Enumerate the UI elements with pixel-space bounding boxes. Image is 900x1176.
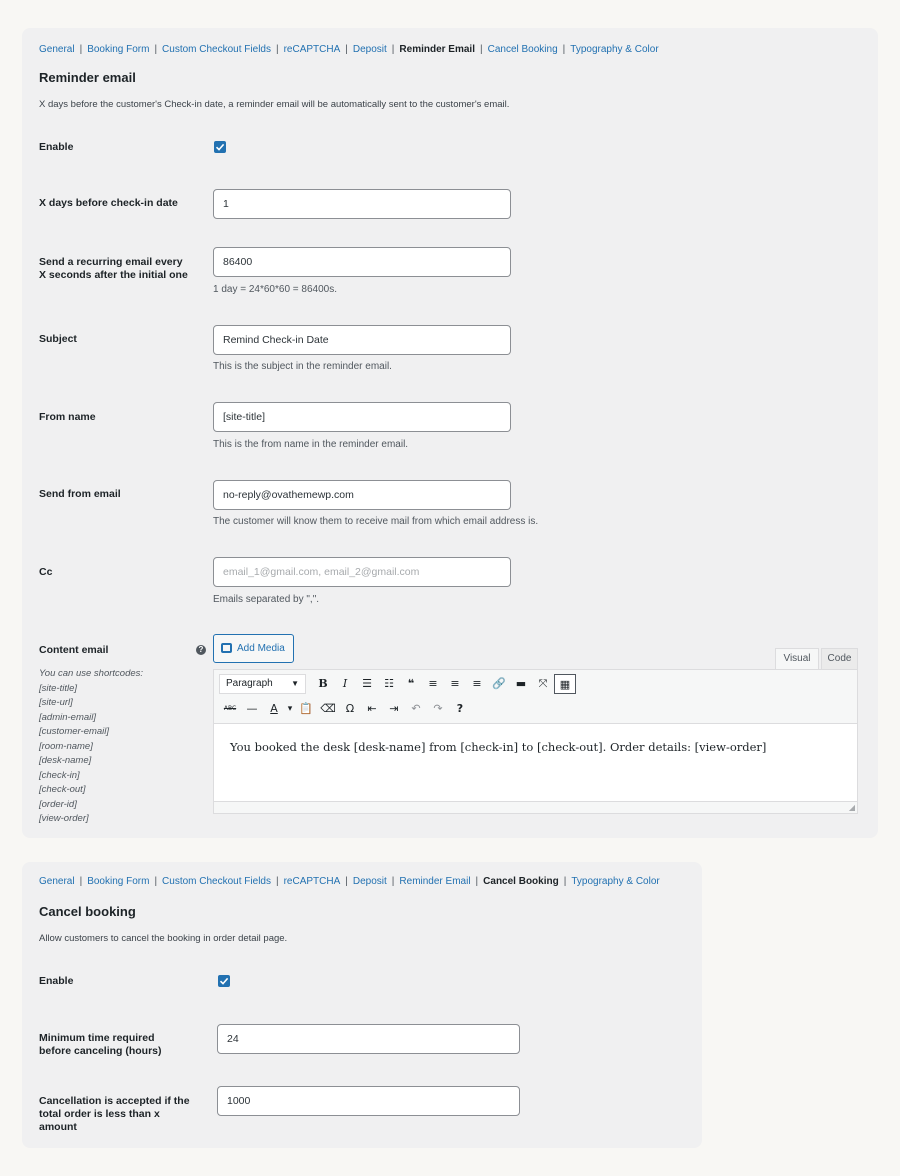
accepted-amount-input[interactable]: 1000	[217, 1086, 520, 1116]
clear-formatting-icon[interactable]: ⌫	[320, 702, 336, 715]
tab-separator: |	[275, 876, 279, 887]
shortcode-item: [admin-email]	[39, 711, 97, 723]
cc-label: Cc	[39, 566, 53, 578]
redo-icon[interactable]: ↷	[433, 702, 443, 715]
resize-handle-icon[interactable]: ◢	[848, 803, 855, 812]
shortcode-item: [site-title]	[39, 682, 78, 694]
cancel-booking-panel	[22, 862, 702, 1148]
tab-deposit[interactable]: Deposit	[352, 44, 387, 55]
from-email-hint: The customer will know them to receive mail from which email address is.	[213, 516, 539, 527]
special-character-icon[interactable]: Ω	[345, 702, 355, 715]
tab-separator: |	[391, 44, 395, 55]
bullet-list-icon[interactable]: ☰	[362, 677, 372, 690]
reminder-email-panel	[22, 28, 878, 838]
days-before-label: X days before check-in date	[39, 197, 178, 209]
tab-separator: |	[391, 876, 395, 887]
subject-input[interactable]: Remind Check-in Date	[213, 325, 511, 355]
shortcode-item: [view-order]	[39, 813, 89, 824]
from-name-input[interactable]: [site-title]	[213, 402, 511, 432]
media-icon	[221, 643, 232, 653]
tab-general[interactable]: General	[39, 876, 75, 887]
section-description: X days before the customer's Check-in date, a reminder email will be automatically sent to the customer's email.	[39, 99, 510, 110]
indent-icon[interactable]: ⇥	[389, 702, 399, 715]
tab-recaptcha[interactable]: reCAPTCHA	[283, 44, 341, 55]
tab-separator: |	[154, 876, 158, 887]
undo-icon[interactable]: ↶	[411, 702, 421, 715]
keyboard-shortcuts-icon[interactable]: ?	[456, 702, 464, 715]
tab-reminder-email[interactable]: Reminder Email	[399, 44, 475, 55]
shortcode-item: [room-name]	[39, 740, 93, 752]
shortcodes-intro: You can use shortcodes:	[39, 668, 144, 679]
tab-deposit[interactable]: Deposit	[352, 876, 387, 887]
tab-separator: |	[480, 44, 483, 55]
read-more-icon[interactable]: ▬	[515, 677, 527, 690]
outdent-icon[interactable]: ⇤	[367, 702, 377, 715]
tab-separator: |	[275, 44, 279, 55]
shortcode-item: [site-url]	[39, 697, 73, 708]
align-right-icon[interactable]: ≡	[472, 677, 482, 690]
shortcode-item: [customer-email]	[39, 726, 110, 737]
paste-text-icon[interactable]: 📋	[299, 702, 313, 715]
strikethrough-icon[interactable]: ABC	[223, 705, 237, 712]
recurring-label: Send a recurring email every X seconds after the initial one	[39, 256, 188, 281]
from-name-label: From name	[39, 411, 96, 423]
shortcodes-list	[39, 667, 143, 827]
enable-checkbox[interactable]	[214, 141, 226, 153]
format-select-value: Paragraph	[226, 678, 273, 689]
blockquote-icon[interactable]: ❝	[407, 677, 415, 690]
from-email-input[interactable]: no-reply@ovathemewp.com	[213, 480, 511, 510]
content-email-label: Content email	[39, 644, 109, 656]
tab-custom-checkout-fields[interactable]: Custom Checkout Fields	[162, 876, 271, 887]
min-time-label: Minimum time required before canceling (hours)	[39, 1032, 162, 1057]
cc-hint: Emails separated by ",".	[213, 594, 320, 605]
min-time-input[interactable]: 24	[217, 1024, 520, 1054]
tab-typography-color[interactable]: Typography & Color	[571, 876, 660, 887]
numbered-list-icon[interactable]: ☷	[384, 677, 394, 690]
section-description: Allow customers to cancel the booking in order detail page.	[39, 933, 288, 944]
editor-toolbar	[214, 670, 857, 724]
add-media-label: Add Media	[237, 643, 285, 654]
toolbar-row-1	[219, 672, 576, 696]
align-center-icon[interactable]: ≡	[450, 677, 460, 690]
tab-separator: |	[475, 876, 479, 887]
shortcode-item: [check-in]	[39, 769, 80, 781]
link-icon[interactable]: 🔗	[492, 677, 506, 690]
shortcode-item: [desk-name]	[39, 755, 92, 766]
subject-label: Subject	[39, 333, 77, 345]
help-icon[interactable]: ?	[196, 645, 206, 655]
tab-reminder-email[interactable]: Reminder Email	[399, 876, 471, 887]
tab-booking-form[interactable]: Booking Form	[87, 44, 150, 55]
tab-separator: |	[345, 876, 348, 887]
enable-checkbox[interactable]	[218, 975, 230, 987]
horizontal-line-icon[interactable]: —	[246, 702, 258, 715]
chevron-down-icon[interactable]: ▾	[287, 704, 293, 714]
shortcode-item: [order-id]	[39, 798, 77, 810]
add-media-button[interactable]	[213, 634, 294, 663]
checkmark-icon	[219, 976, 229, 986]
format-select[interactable]	[219, 674, 306, 694]
italic-icon[interactable]: I	[342, 677, 348, 690]
tab-separator: |	[79, 876, 83, 887]
recurring-hint: 1 day = 24*60*60 = 86400s.	[213, 284, 337, 295]
tab-recaptcha[interactable]: reCAPTCHA	[283, 876, 341, 887]
recurring-seconds-input[interactable]: 86400	[213, 247, 511, 277]
tab-custom-checkout-fields[interactable]: Custom Checkout Fields	[162, 44, 271, 55]
checkmark-icon	[215, 142, 225, 152]
enable-label: Enable	[39, 975, 74, 987]
content-editor	[213, 669, 858, 814]
settings-tabs	[39, 876, 660, 887]
align-left-icon[interactable]: ≡	[428, 677, 438, 690]
fullscreen-icon[interactable]: ⤧	[538, 677, 548, 690]
shortcode-item: [check-out]	[39, 784, 86, 795]
tab-separator: |	[154, 44, 158, 55]
editor-statusbar	[214, 801, 857, 813]
enable-label: Enable	[39, 141, 74, 153]
tab-booking-form[interactable]: Booking Form	[87, 876, 150, 887]
toolbar-row-2	[219, 697, 471, 721]
toolbar-toggle-icon[interactable]: ▦	[554, 674, 576, 694]
from-email-label: Send from email	[39, 488, 121, 500]
subject-hint: This is the subject in the reminder email.	[213, 361, 392, 372]
chevron-down-icon: ▼	[291, 679, 299, 688]
section-title: Cancel booking	[39, 904, 136, 919]
editor-content[interactable]: You booked the desk [desk-name] from [check-in] to [check-out]. Order details: [view-order]	[230, 740, 767, 754]
bold-icon[interactable]: B	[318, 677, 328, 690]
cc-input[interactable]: email_1@gmail.com, email_2@gmail.com	[213, 557, 511, 587]
text-color-icon[interactable]: A	[270, 702, 278, 715]
editor-tab-visual[interactable]: Visual	[775, 648, 819, 670]
tab-cancel-booking[interactable]: Cancel Booking	[483, 876, 559, 887]
accepted-amount-label: Cancellation is accepted if the total order is less than x amount	[39, 1095, 190, 1133]
tab-separator: |	[345, 44, 348, 55]
days-before-input[interactable]: 1	[213, 189, 511, 219]
section-title: Reminder email	[39, 70, 136, 85]
tab-cancel-booking[interactable]: Cancel Booking	[487, 44, 558, 55]
tab-separator: |	[562, 44, 566, 55]
tab-separator: |	[79, 44, 83, 55]
tab-typography-color[interactable]: Typography & Color	[570, 44, 659, 55]
from-name-hint: This is the from name in the reminder email.	[213, 439, 409, 450]
tab-separator: |	[563, 876, 567, 887]
editor-tab-code[interactable]: Code	[821, 648, 858, 670]
tab-general[interactable]: General	[39, 44, 75, 55]
settings-tabs	[39, 44, 659, 55]
